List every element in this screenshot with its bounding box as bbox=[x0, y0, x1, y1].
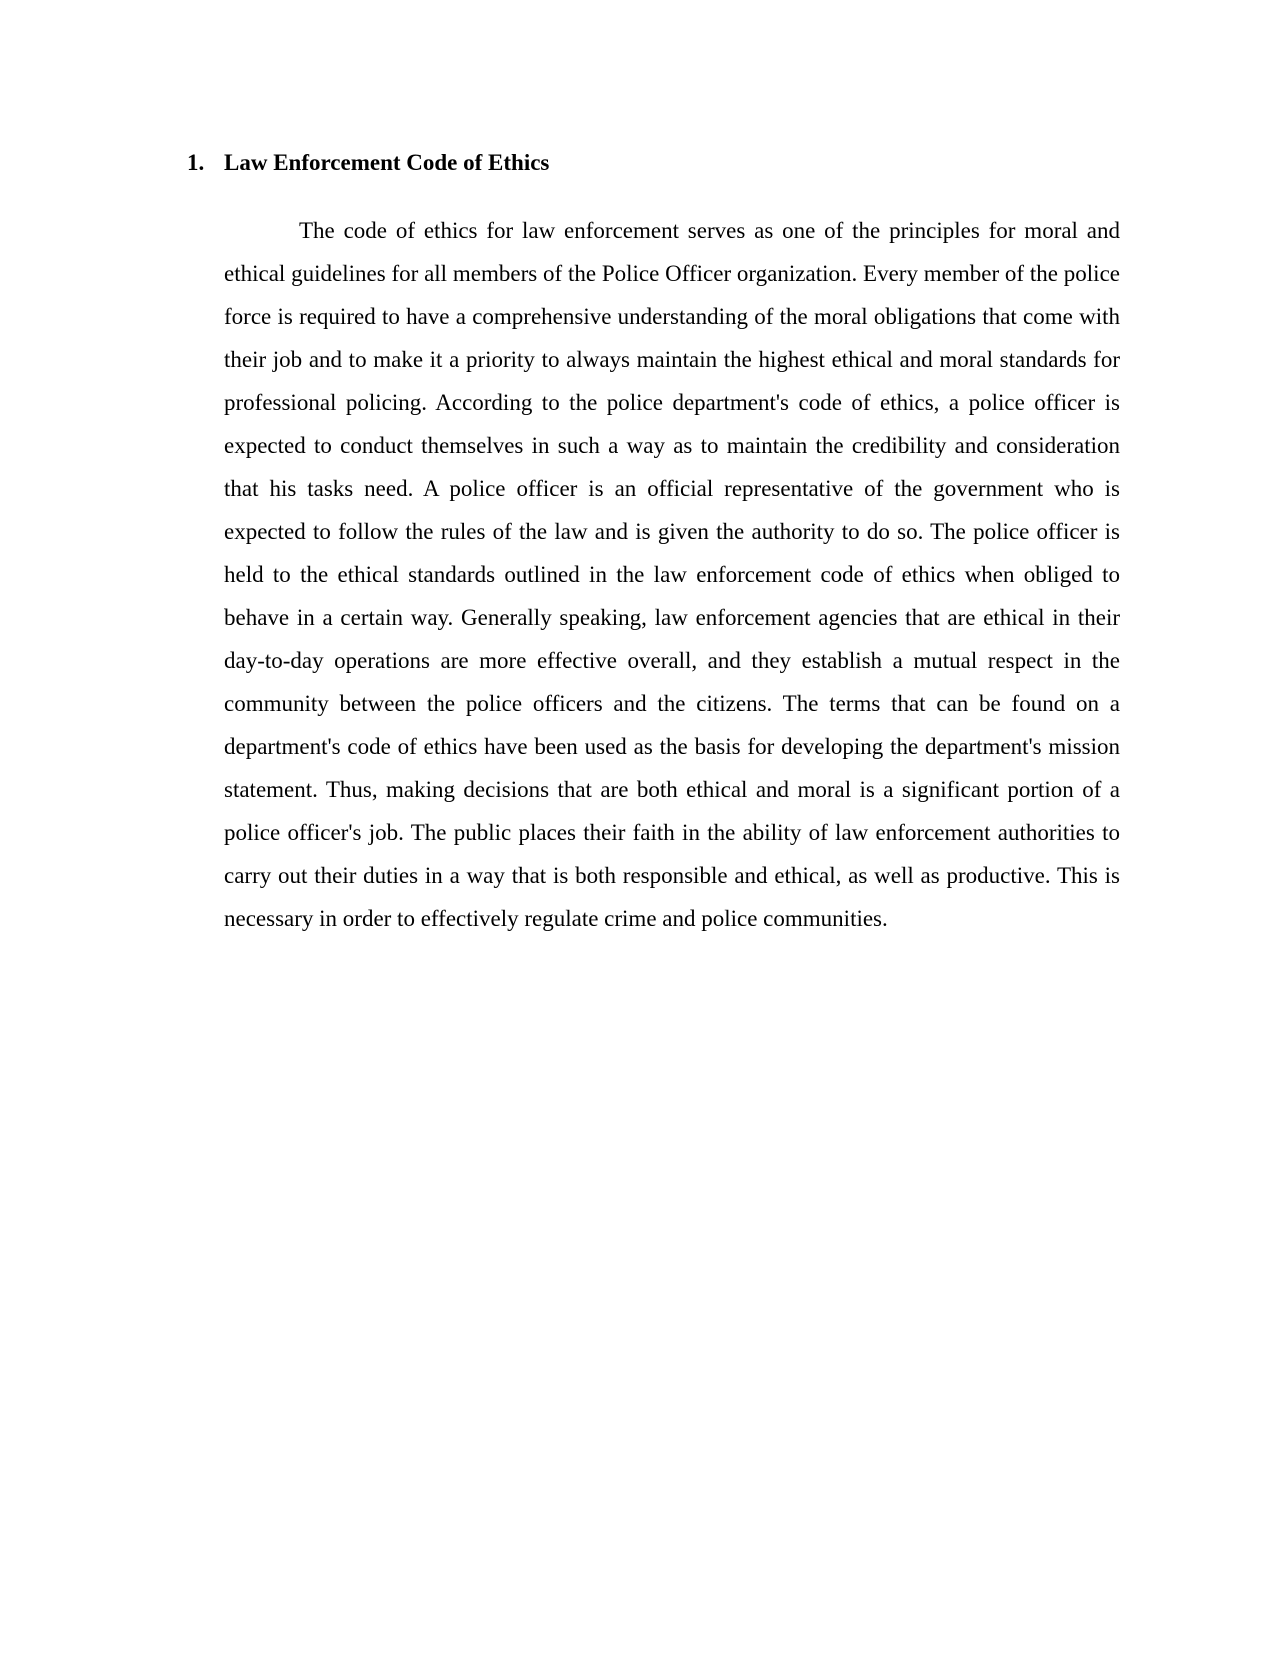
section-title: Law Enforcement Code of Ethics bbox=[224, 150, 550, 175]
body-paragraph: The code of ethics for law enforcement serves as one of the principles for moral and ethical guidelines for all members of the Police Officer organization. Every member of the police force is required to have a comprehensive understanding of the moral obligations that come with their job and to make it a priority to always maintain the highest ethical and moral standards for professional policing. According to the police department's code of ethics, a police officer is expected to conduct themselves in such a way as to maintain the credibility and consideration that his tasks need. A police officer is an official representative of the government who is expected to follow the rules of the law and is given the authority to do so. The police officer is held to the ethical standards outlined in the law enforcement code of ethics when obliged to behave in a certain way. Generally speaking, law enforcement agencies that are ethical in their day-to-day operations are more effective overall, and they establish a mutual respect in the community between the police officers and the citizens. The terms that can be found on a department's code of ethics have been used as the basis for developing the department's mission statement. Thus, making decisions that are both ethical and moral is a significant portion of a police officer's job. The public places their faith in the ability of law enforcement authorities to carry out their duties in a way that is both responsible and ethical, as well as productive. This is necessary in order to effectively regulate crime and police communities. bbox=[224, 218, 1120, 931]
section-heading bbox=[187, 148, 1087, 178]
section-number: 1. bbox=[187, 150, 205, 175]
